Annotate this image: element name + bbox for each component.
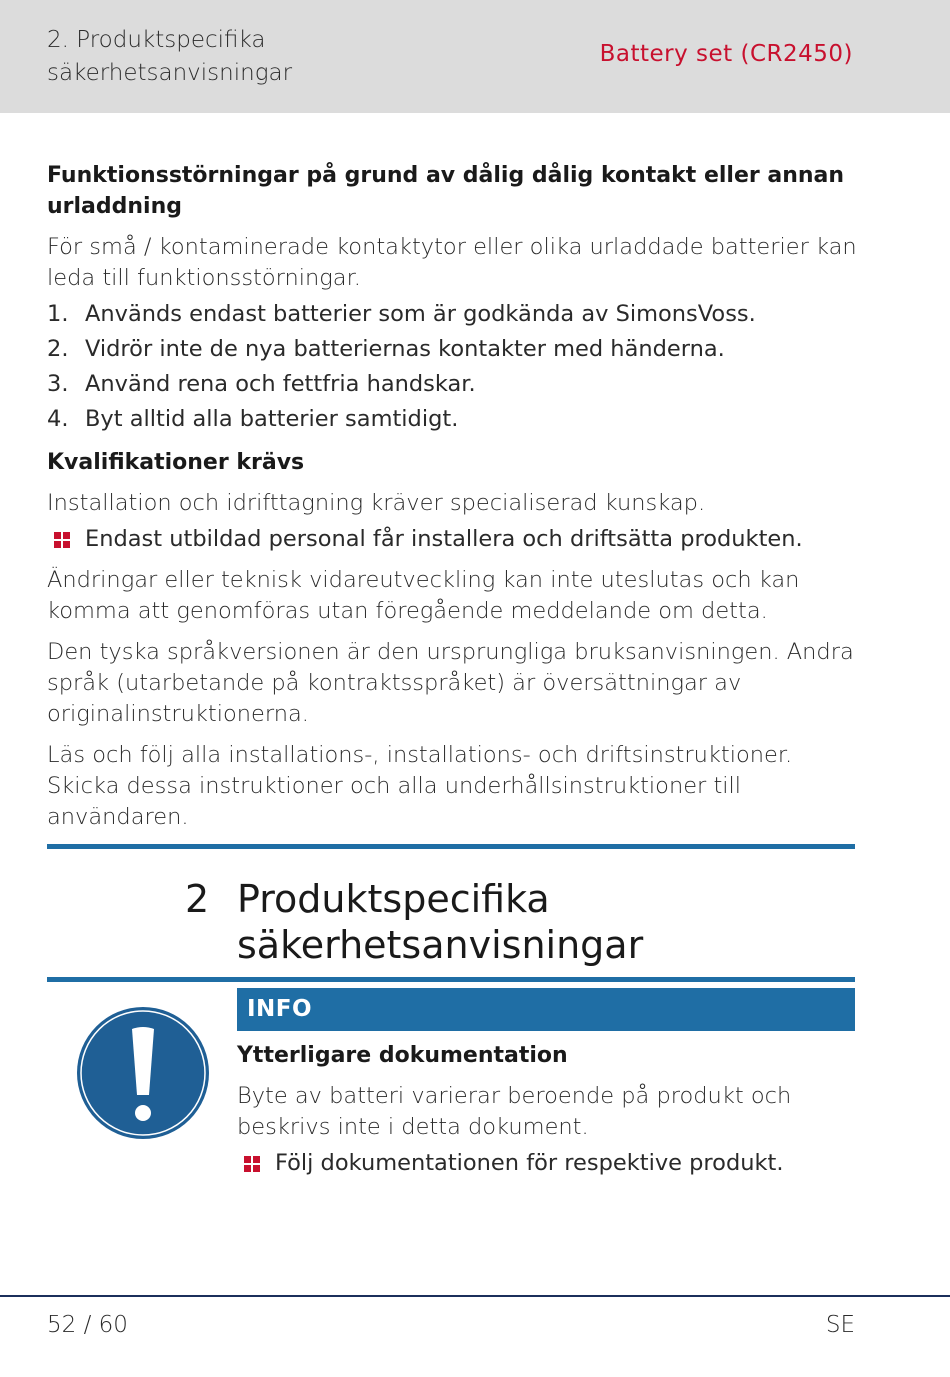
bullet-text: Endast utbildad personal får installera och driftsätta produkten.: [85, 526, 803, 552]
red-square-bullet-icon: [244, 1156, 260, 1172]
list-text: Används endast batterier som är godkända av SimonsVoss.: [85, 301, 756, 327]
header-section-line2: säkerhetsanvisningar: [47, 60, 293, 86]
header-section-line1: 2. Produktspecifika: [47, 27, 266, 53]
malfunction-heading: Funktionsstörningar på grund av dålig dålig kontakt eller annan urladdning: [47, 163, 845, 219]
header-product-name: Battery set (CR2450): [599, 41, 853, 67]
qualification-heading: Kvalifikationer krävs: [47, 450, 305, 475]
language-code: SE: [825, 1312, 855, 1338]
list-item: [47, 402, 857, 437]
steps-list: [47, 297, 857, 437]
header-section-title: [47, 24, 292, 90]
chapter-title-line2: säkerhetsanvisningar: [237, 923, 644, 967]
list-item: [47, 332, 857, 367]
info-body: [237, 1040, 855, 1181]
info-bullet: [237, 1146, 855, 1181]
page-number: 52 / 60: [47, 1312, 128, 1338]
list-item: [47, 367, 857, 402]
chapter-top-rule: [47, 844, 855, 849]
chapter-number: 2: [185, 877, 210, 921]
red-square-bullet-icon: [54, 532, 70, 548]
chapter-bottom-rule: [47, 977, 855, 982]
list-number: 4.: [47, 406, 69, 432]
list-text: Byt alltid alla batterier samtidigt.: [85, 406, 459, 432]
info-banner: [237, 988, 855, 1031]
info-heading: Ytterligare dokumentation: [237, 1043, 568, 1068]
paragraph-changes: Ändringar eller teknisk vidareutveckling kan inte uteslutas och kan komma att genomföras utan föregående meddelande om detta.: [47, 567, 800, 624]
paragraph-language: Den tyska språkversionen är den ursprungliga bruksanvisningen. Andra språk (utarbetande på kontraktsspråket) är översättningar av originalinstruktionerna.: [47, 639, 854, 727]
info-label: INFO: [247, 996, 313, 1022]
info-text: Byte av batteri varierar beroende på produkt och beskrivs inte i detta dokument.: [237, 1083, 792, 1140]
malfunction-intro: För små / kontaminerade kontaktytor eller olika urladdade batterier kan leda till funktionsstörningar.: [47, 234, 857, 291]
list-number: 3.: [47, 371, 69, 397]
qualification-text: Installation och idrifttagning kräver specialiserad kunskap.: [47, 490, 706, 516]
bullet-text: Följ dokumentationen för respektive produkt.: [275, 1150, 784, 1176]
list-number: 1.: [47, 301, 69, 327]
footer-rule: [0, 1295, 950, 1297]
exclamation-circle-icon: [75, 1005, 211, 1141]
list-text: Använd rena och fettfria handskar.: [85, 371, 476, 397]
list-item: [47, 297, 857, 332]
list-number: 2.: [47, 336, 69, 362]
qualification-bullet: [47, 522, 857, 557]
chapter-title: [237, 876, 837, 968]
list-text: Vidrör inte de nya batteriernas kontakter med händerna.: [85, 336, 725, 362]
main-content: [47, 160, 857, 833]
chapter-title-line1: Produktspecifika: [237, 877, 550, 921]
page-header: [0, 0, 950, 113]
paragraph-instructions: Läs och följ alla installations-, installations- och driftsinstruktioner. Skicka dessa instruktioner och alla underhållsinstruktioner till användaren.: [47, 742, 793, 830]
